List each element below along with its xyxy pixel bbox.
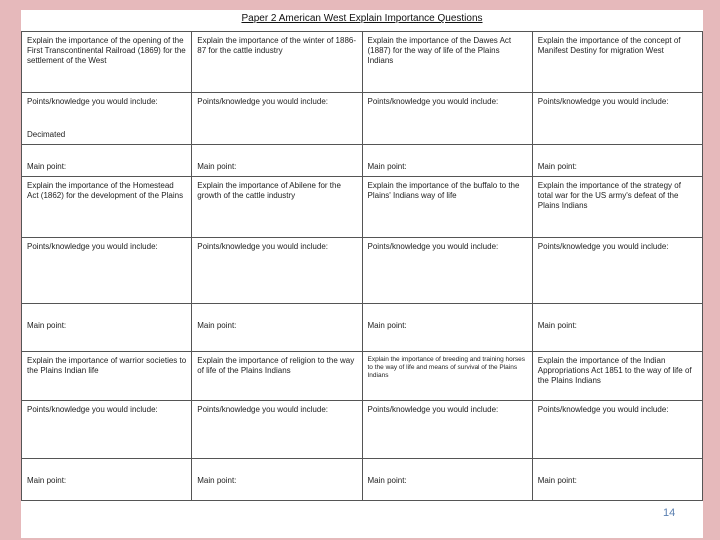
slide xyxy=(21,10,703,538)
question-cell: Explain the importance of Abilene for the growth of the cattle industry xyxy=(192,177,362,238)
points-row xyxy=(22,238,703,304)
main-point-cell[interactable] xyxy=(362,304,532,352)
points-cell[interactable] xyxy=(22,401,192,459)
points-cell[interactable] xyxy=(362,238,532,304)
main-point-cell[interactable] xyxy=(362,459,532,501)
page-number: 14 xyxy=(663,507,676,519)
points-label: Points/knowledge you would include: xyxy=(537,405,669,414)
question-cell: Explain the importance of warrior societies to the Plains Indian life xyxy=(22,352,192,401)
main-point-label: Main point: xyxy=(537,162,577,171)
main-point-label: Main point: xyxy=(537,321,577,330)
main-point-label: Main point: xyxy=(27,321,67,330)
main-point-row xyxy=(22,459,703,501)
question-cell: Explain the importance of the strategy of total war for the US army's defeat of the Plains Indians xyxy=(532,177,702,238)
main-point-label: Main point: xyxy=(27,476,67,485)
points-row xyxy=(22,401,703,459)
points-label: Points/knowledge you would include: xyxy=(537,242,669,251)
main-point-cell[interactable] xyxy=(532,459,702,501)
main-point-label: Main point: xyxy=(367,321,407,330)
main-point-label: Main point: xyxy=(367,476,407,485)
question-cell: Explain the importance of the opening of the First Transcontinental Railroad (1869) for the settlement of the West xyxy=(22,32,192,93)
main-point-label: Main point: xyxy=(537,476,577,485)
question-cell: Explain the importance of the buffalo to the Plains' Indians way of life xyxy=(362,177,532,238)
main-point-cell[interactable] xyxy=(192,145,362,177)
question-cell: Explain the importance of the Dawes Act (1887) for the way of life of the Plains Indians xyxy=(362,32,532,93)
main-point-row xyxy=(22,145,703,177)
question-row xyxy=(22,352,703,401)
main-point-cell[interactable] xyxy=(192,459,362,501)
points-label: Points/knowledge you would include: xyxy=(27,97,158,106)
points-cell[interactable] xyxy=(362,401,532,459)
points-cell[interactable] xyxy=(532,93,702,145)
main-point-cell[interactable] xyxy=(22,459,192,501)
question-cell: Explain the importance of the Homestead Act (1862) for the development of the Plains xyxy=(22,177,192,238)
points-label: Points/knowledge you would include: xyxy=(27,405,158,414)
points-label: Points/knowledge you would include: xyxy=(367,242,499,251)
page-title: Paper 2 American West Explain Importance Questions xyxy=(241,13,483,24)
points-cell[interactable] xyxy=(192,401,362,459)
question-cell: Explain the importance of the concept of Manifest Destiny for migration West xyxy=(532,32,702,93)
points-label: Points/knowledge you would include: xyxy=(367,405,499,414)
points-cell[interactable] xyxy=(22,93,192,145)
main-point-cell[interactable] xyxy=(192,304,362,352)
points-cell[interactable] xyxy=(192,93,362,145)
main-point-label: Main point: xyxy=(367,162,407,171)
points-label: Points/knowledge you would include: xyxy=(367,97,499,106)
question-cell: Explain the importance of breeding and training horses to the way of life and means of survival of the Plains Indians xyxy=(362,352,532,401)
question-row xyxy=(22,32,703,93)
main-point-label: Main point: xyxy=(197,476,237,485)
points-label: Points/knowledge you would include: xyxy=(27,242,158,251)
question-cell: Explain the importance of the Indian Appropriations Act 1851 to the way of life of the Plains Indians xyxy=(532,352,702,401)
question-cell: Explain the importance of religion to the way of life of the Plains Indians xyxy=(192,352,362,401)
points-cell[interactable] xyxy=(22,238,192,304)
question-row xyxy=(22,177,703,238)
main-point-cell[interactable] xyxy=(22,304,192,352)
points-cell[interactable] xyxy=(192,238,362,304)
main-point-row xyxy=(22,304,703,352)
points-label: Points/knowledge you would include: xyxy=(537,97,669,106)
main-point-cell[interactable] xyxy=(532,304,702,352)
points-row xyxy=(22,93,703,145)
main-point-label: Main point: xyxy=(27,162,67,171)
main-point-cell[interactable] xyxy=(362,145,532,177)
points-label: Points/knowledge you would include: xyxy=(197,97,328,106)
points-cell[interactable] xyxy=(532,238,702,304)
main-point-cell[interactable] xyxy=(22,145,192,177)
points-cell[interactable] xyxy=(362,93,532,145)
main-point-cell[interactable] xyxy=(532,145,702,177)
main-point-label: Main point: xyxy=(197,162,237,171)
points-label: Points/knowledge you would include: xyxy=(197,242,328,251)
points-cell[interactable] xyxy=(532,401,702,459)
answer-note: Decimated xyxy=(27,130,66,139)
main-point-label: Main point: xyxy=(197,321,237,330)
questions-table xyxy=(21,31,703,501)
points-label: Points/knowledge you would include: xyxy=(197,405,328,414)
question-cell: Explain the importance of the winter of 1886-87 for the cattle industry xyxy=(192,32,362,93)
